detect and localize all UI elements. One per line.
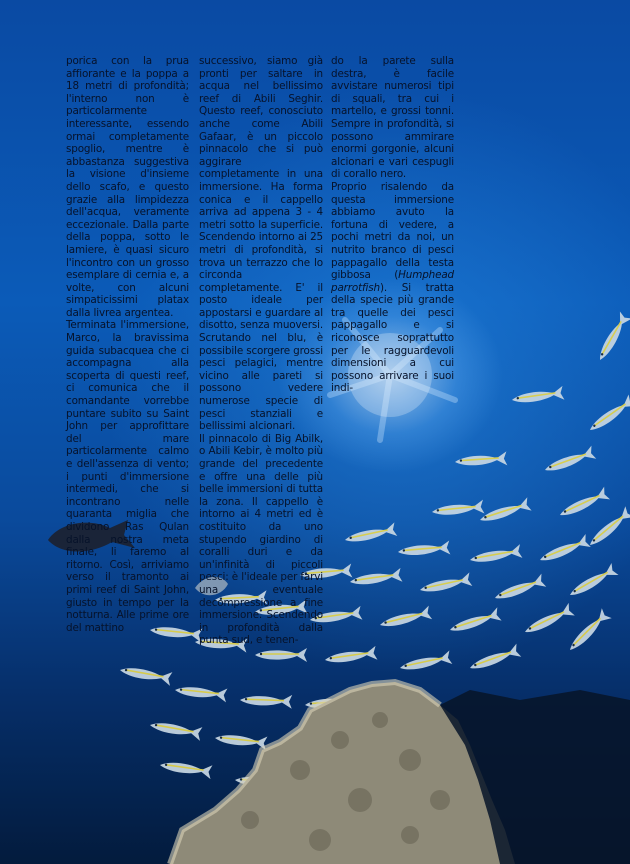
paragraph: Terminata l'immersione, Marco, la bravissima guida subacquea che ci accompagna alla scoperta di questi reef, ci comunica che il comandante vorrebbe puntare subito su Saint John per approfittare del mare particolarmente calmo e dell'assenza di vento; i punti d'immersione intermedi, che si incontrano nelle quaranta miglia che dividono Ras Qulan dalla nostra meta finale, li faremo al ritorno. Così, arriviamo verso il tramonto ai primi reef di Saint John, giusto in tempo per la notturna. Alle prime ore del mattino <box>66 319 189 634</box>
text-column-2 <box>199 55 323 647</box>
paragraph-text: Proprio risalendo da questa immersione abbiamo avuto la fortuna di vedere, a pochi metri da noi, un nutrito branco di pesci pappagallo della testa gibbosa ( <box>331 180 454 282</box>
paragraph-text: ). Si tratta della specie più grande tra quelle dei pesci pappagallo e si riconosce soprattutto per le ragguardevoli dimensioni a cui possono arrivare i suoi indi- <box>331 281 454 395</box>
paragraph: do la parete sulla destra, è facile avvistare numerosi tipi di squali, tra cui i martello, e grossi tonni. Sempre in profondità, si possono ammirare enormi gorgonie, alcuni alcionari e vari cespugli di corallo nero. <box>331 55 454 181</box>
text-column-1 <box>66 55 189 634</box>
paragraph: porica con la prua affiorante e la poppa a 18 metri di profondità; l'interno non è particolarmente interessante, essendo ormai completamente spoglio, mentre è abbastanza suggestiva la visione d'insieme dello scafo, e questo grazie alla limpidezza dell'acqua, veramente eccezionale. Dalla parte della poppa, sotto le lamiere, è quasi sicuro l'incontro con un grosso esemplare di cernia e, a volte, con alcuni simpaticissimi platax dalla livrea argentea. <box>66 55 189 319</box>
paragraph: Il pinnacolo di Big Abilk, o Abili Kebir, è molto più grande del precedente e offre una delle più belle immersioni di tutta la zona. Il cappello è intorno ai 4 metri ed è costituito da uno stupendo giardino di coralli duri e da un'infinità di piccoli pesci: è l'ideale per farvi una eventuale decompressione a fine immersione. Scendendo in profondità dalla punta sud, e tenen- <box>199 432 323 647</box>
paragraph <box>331 181 454 395</box>
paragraph: successivo, siamo già pronti per saltare in acqua nel bellissimo reef di Abili Seghir. Questo reef, conosciuto anche come Abili Gafaar, è un piccolo pinnacolo che si può aggirare completamente in una immersione. Ha forma conica e il cappello arriva ad appena 3 - 4 metri sotto la superficie. Scendendo intorno ai 25 metri di profondità, si trova un terrazzo che lo circonda completamente. E' il posto ideale per appostarsi e guardare al disotto, senza muoversi. Scrutando nel blu, è possibile scorgere grossi pesci pelagici, mentre vicino alle pareti si possono vedere numerose specie di pesci stanziali e bellissimi alcionari. <box>199 55 323 433</box>
species-name: Humphead parrotfish <box>331 269 454 294</box>
text-column-3 <box>331 55 454 395</box>
